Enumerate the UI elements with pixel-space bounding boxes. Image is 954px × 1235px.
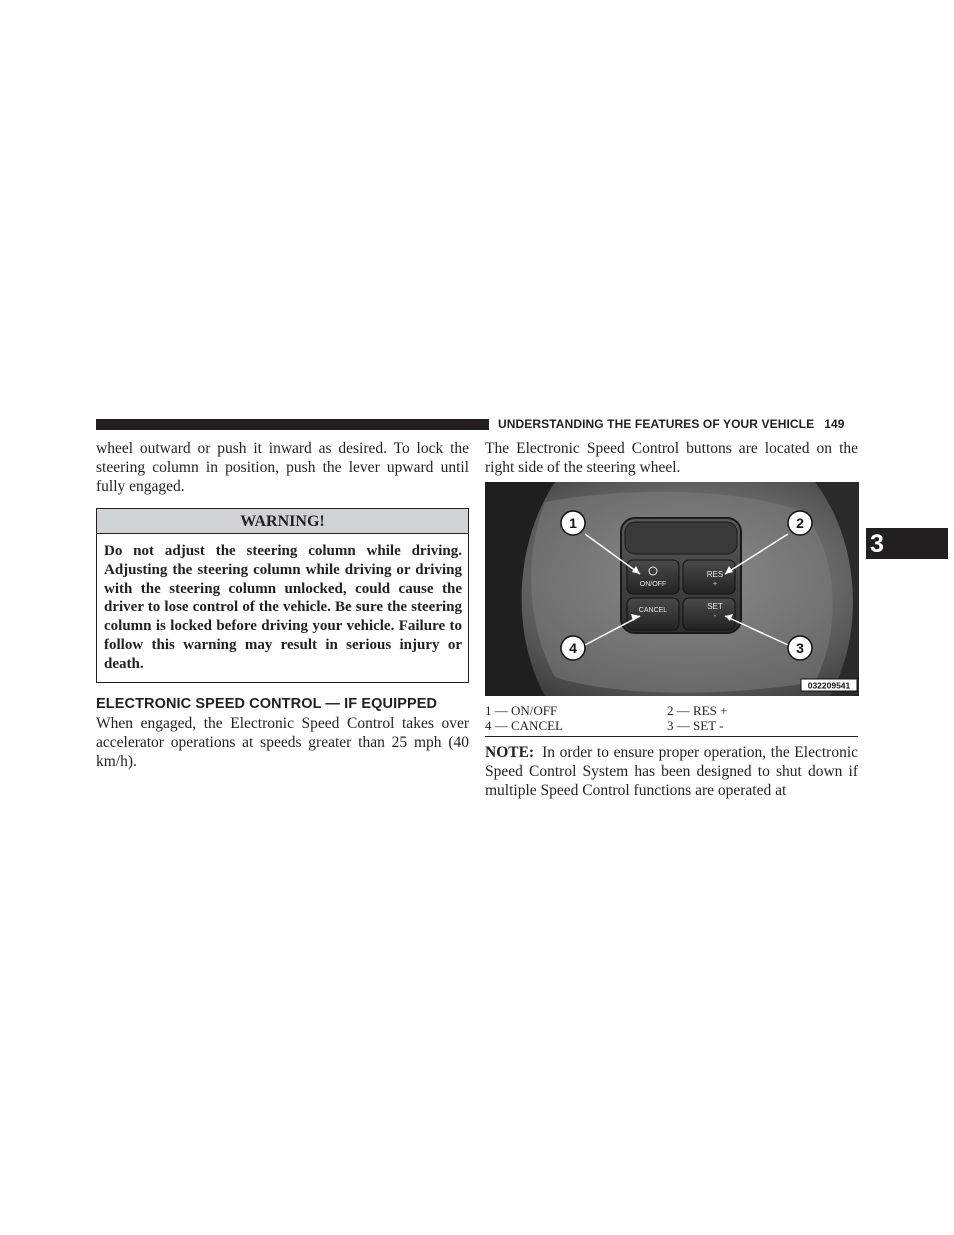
legend-row bbox=[485, 704, 858, 719]
note-paragraph bbox=[485, 743, 858, 800]
left-intro-paragraph bbox=[96, 439, 469, 496]
warning-body: Do not adjust the steering column while driving. Adjusting the steering column while driving or driving with the steering column unlocked, could cause the driver to lose control of the vehicle. Be sure the steering column is locked before driving your vehicle. Failure to follow this warning may result in serious injury or death. bbox=[104, 543, 462, 672]
legend-divider bbox=[485, 736, 858, 737]
left-intro-text: wheel outward or push it inward as desired. To lock the steering column in position, push the lever upward until fully engaged. bbox=[96, 440, 469, 495]
right-intro-text: The Electronic Speed Control buttons are located on the right side of the steering wheel. bbox=[485, 440, 858, 476]
steering-wheel-illustration bbox=[485, 482, 859, 696]
top-button bbox=[625, 522, 737, 554]
res-label: RES bbox=[706, 570, 724, 579]
set-label: SET bbox=[707, 602, 723, 611]
chapter-tab bbox=[866, 528, 948, 559]
callout-number-1: 1 bbox=[569, 515, 577, 531]
header-rule-bar bbox=[96, 419, 489, 430]
section-heading: ELECTRONIC SPEED CONTROL — IF EQUIPPED bbox=[96, 696, 438, 712]
legend-row bbox=[485, 719, 858, 734]
right-intro-paragraph bbox=[485, 439, 858, 477]
image-code: 032209541 bbox=[807, 680, 851, 691]
callout-number-4: 4 bbox=[569, 640, 577, 656]
chapter-number: 3 bbox=[870, 530, 884, 558]
cancel-label: CANCEL bbox=[638, 607, 668, 614]
note-label: NOTE: bbox=[485, 744, 535, 761]
page-number: 149 bbox=[824, 417, 845, 431]
cancel-button bbox=[627, 598, 679, 630]
on-off-button bbox=[627, 560, 679, 594]
note-text: In order to ensure proper operation, the Electronic Speed Control System has been designed to shut down if multiple Speed Control functions are operated at bbox=[485, 744, 858, 799]
warning-box bbox=[96, 508, 469, 683]
warning-title: WARNING! bbox=[97, 509, 468, 534]
on-off-label: ON/OFF bbox=[639, 581, 667, 588]
callout-number-3: 3 bbox=[796, 640, 804, 656]
speed-control-figure bbox=[485, 482, 859, 696]
set-sign-label: - bbox=[713, 613, 717, 620]
legend-item-cancel: 4 — CANCEL bbox=[485, 717, 563, 733]
running-header bbox=[498, 417, 845, 431]
legend-item-res: 2 — RES + bbox=[667, 703, 728, 718]
section-body: When engaged, the Electronic Speed Control takes over accelerator operations at speeds greater than 25 mph (40 km/h). bbox=[96, 715, 469, 770]
figure-legend bbox=[485, 704, 858, 733]
legend-item-on-off: 1 — ON/OFF bbox=[485, 703, 558, 718]
res-sign-label: + bbox=[712, 581, 718, 588]
legend-item-set: 3 — SET - bbox=[667, 717, 724, 733]
callout-number-2: 2 bbox=[796, 515, 804, 531]
header-title: UNDERSTANDING THE FEATURES OF YOUR VEHICLE bbox=[498, 417, 815, 431]
